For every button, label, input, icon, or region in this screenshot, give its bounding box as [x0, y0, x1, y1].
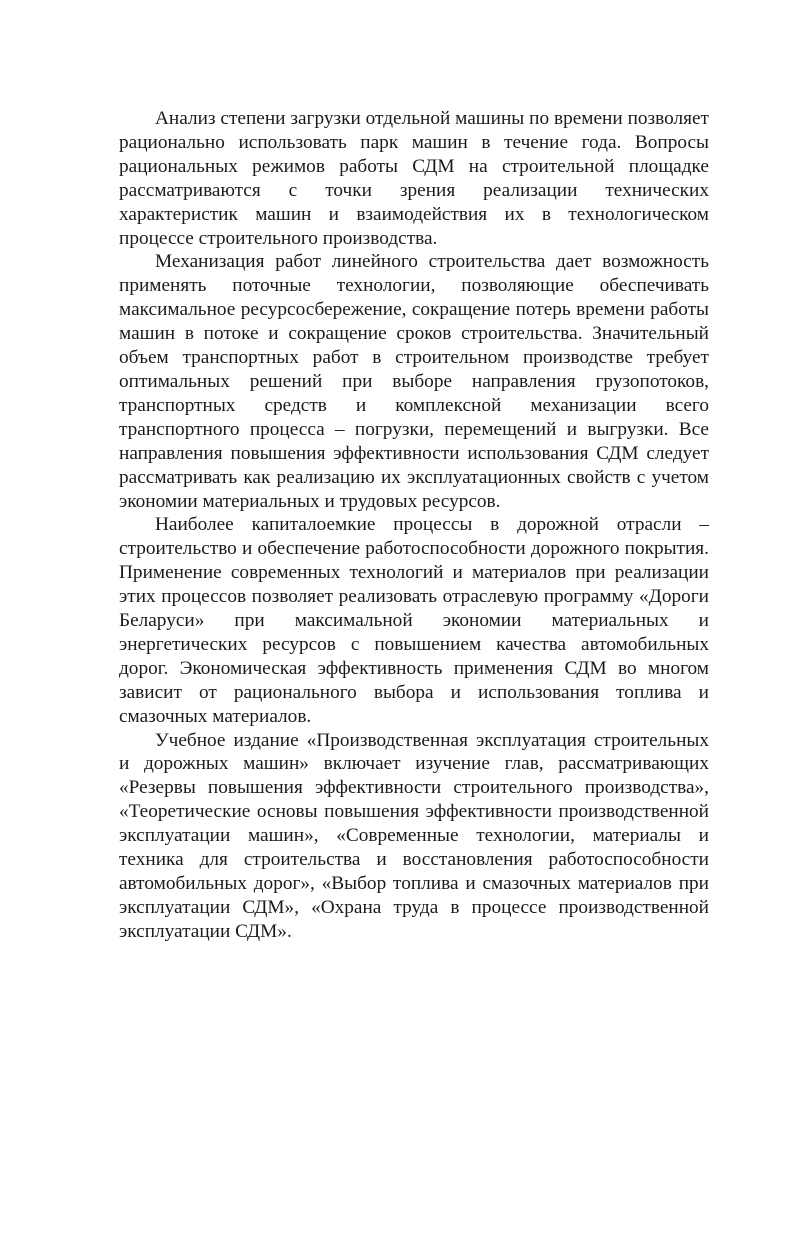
paragraph-1: Анализ степени загрузки отдельной машины по времени позволяет рационально использовать парк машин в течение года. Вопросы рациональных режимов работы СДМ на строительной площадке рассматриваются с точки зрения реализации технических характеристик машин и взаимодействия их в технологическом процессе строительного производства.: [119, 108, 709, 249]
paragraph-2: Механизация работ линейного строительства дает возможность применять поточные технологии, позволяющие обеспечивать максимальное ресурсосбережение, сокращение потерь времени работы машин в потоке и сокращение сроков строительства. Значительный объем транспортных работ в строительном производстве требует оптимальных решений при выборе направления грузопотоков, транспортных средств и комплексной механизации всего транспортного процесса – погрузки, перемещений и выгрузки. Все направления повышения эффективности использования СДМ следует рассматривать как реализацию их эксплуатационных свойств с учетом экономии материальных и трудовых ресурсов.: [119, 251, 709, 512]
paragraph-4: Учебное издание «Производственная эксплуатация строительных и дорожных машин» включает изучение глав, рассматривающих «Резервы повышения эффективности строительного производства», «Теоретические основы повышения эффективности производственной эксплуатации машин», «Современные технологии, материалы и техника для строительства и восстановления работоспособности автомобильных дорог», «Выбор топлива и смазочных материалов при эксплуатации СДМ», «Охрана труда в процессе производственной эксплуатации СДМ».: [119, 729, 709, 942]
body-text: [119, 107, 709, 944]
paragraph-3: Наиболее капиталоемкие процессы в дорожной отрасли – строительство и обеспечение работоспособности дорожного покрытия. Применение современных технологий и материалов при реализации этих процессов позволяет реализовать отраслевую программу «Дороги Беларуси» при максимальной экономии материальных и энергетических ресурсов с повышением качества автомобильных дорог. Экономическая эффективность применения СДМ во многом зависит от рационального выбора и использования топлива и смазочных материалов.: [119, 514, 709, 727]
